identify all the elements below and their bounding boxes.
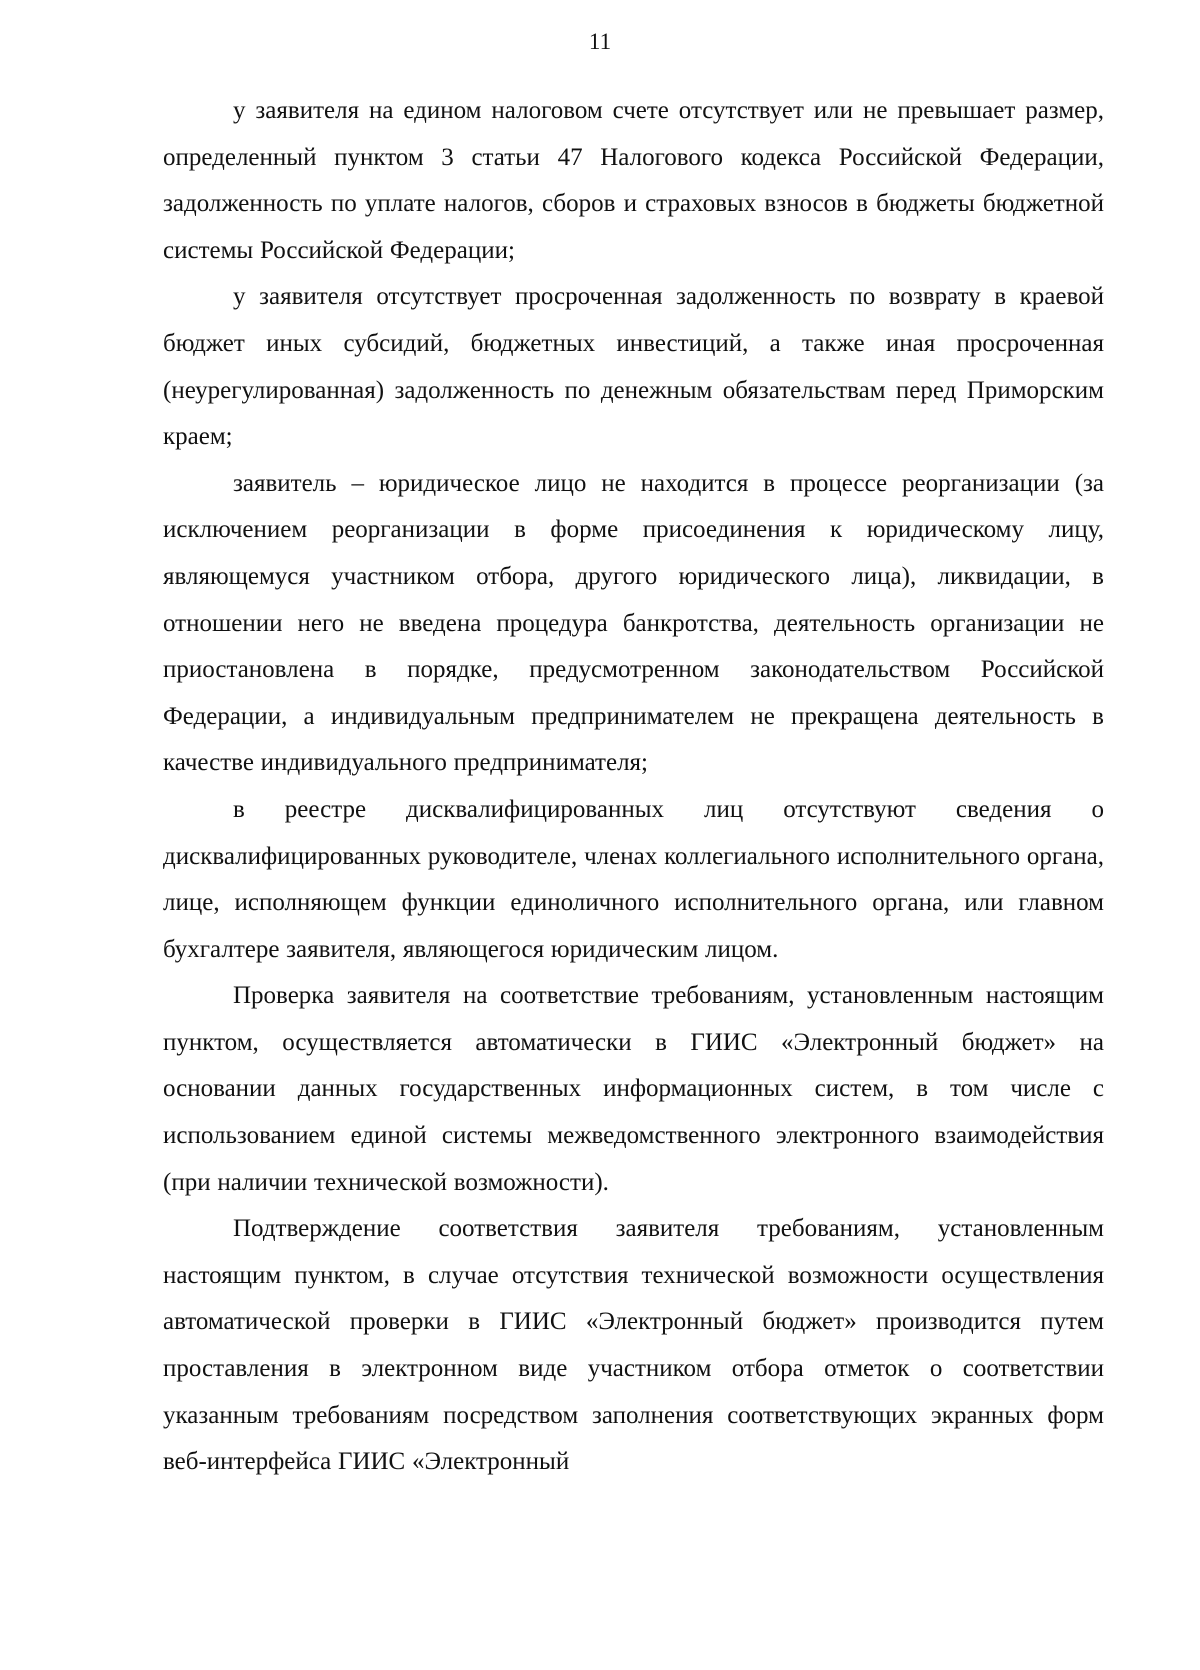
paragraph-disqualified-persons: в реестре дисквалифицированных лиц отсутствуют сведения о дисквалифицированных руководителе, членах коллегиального исполнительного органа, лице, исполняющем функции единоличного исполнительного органа, или главном бухгалтере заявителя, являющегося юридическим лицом.: [163, 795, 1104, 963]
document-body: [163, 88, 1104, 1486]
page-number: 11: [588, 29, 612, 54]
paragraph-overdue-debt: у заявителя отсутствует просроченная задолженность по возврату в краевой бюджет иных субсидий, бюджетных инвестиций, а также иная просроченная (неурегулированная) задолженность по денежным обязательствам перед Приморским краем;: [163, 283, 1104, 451]
paragraph-confirmation: Подтверждение соответствия заявителя требованиям, установленным настоящим пунктом, в случае отсутствия технической возможности осуществления автоматической проверки в ГИИС «Электронный бюджет» производится путем проставления в электронном виде участником отбора отметок о соответствии указанным требованиям посредством заполнения соответствующих экранных форм веб-интерфейса ГИИС «Электронный: [163, 1215, 1104, 1476]
paragraph-reorganization: заявитель – юридическое лицо не находится в процессе реорганизации (за исключением реорганизации в форме присоединения к юридическому лицу, являющемуся участником отбора, другого юридического лица), ликвидации, в отношении него не введена процедура банкротства, деятельность организации не приостановлена в порядке, предусмотренном законодательством Российской Федерации, а индивидуальным предпринимателем не прекращена деятельность в качестве индивидуального предпринимателя;: [163, 469, 1104, 777]
paragraph-tax-debt: у заявителя на едином налоговом счете отсутствует или не превышает размер, определенный пунктом 3 статьи 47 Налогового кодекса Российской Федерации, задолженность по уплате налогов, сборов и страховых взносов в бюджеты бюджетной системы Российской Федерации;: [163, 97, 1104, 264]
paragraph-automatic-check: Проверка заявителя на соответствие требованиям, установленным настоящим пунктом, осуществляется автоматически в ГИИС «Электронный бюджет» на основании данных государственных информационных систем, в том числе с использованием единой системы межведомственного электронного взаимодействия (при наличии технической возможности).: [163, 982, 1104, 1196]
